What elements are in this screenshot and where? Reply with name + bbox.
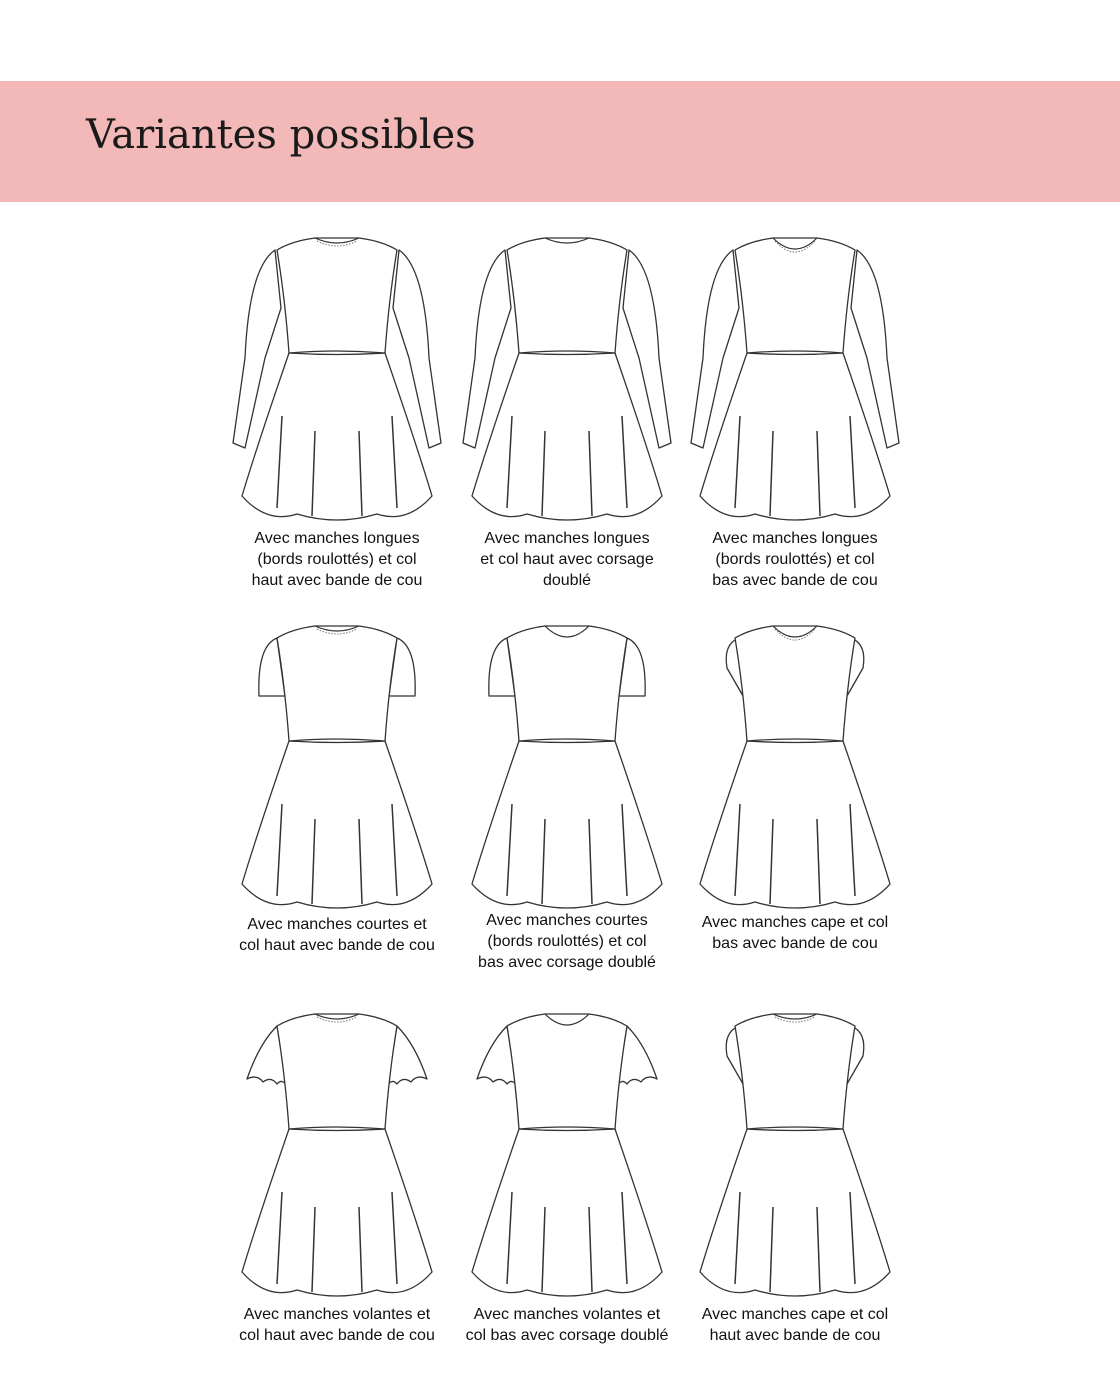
page-title: Variantes possibles: [86, 112, 476, 158]
variant-card: [452, 604, 682, 989]
bodice-shape: [735, 238, 855, 355]
skirt-shape: [472, 353, 662, 520]
page-title-wrap: [86, 112, 476, 158]
variant-caption: Avec manches longues (bords roulottés) et col bas avec bande de cou: [712, 530, 878, 589]
dress-illustration: [222, 604, 452, 914]
bodice-shape: [507, 626, 627, 743]
variant-caption: Avec manches longues et col haut avec corsage doublé: [480, 530, 654, 589]
variant-caption: Avec manches volantes et col bas avec corsage doublé: [465, 1306, 669, 1344]
bodice-shape: [735, 1014, 855, 1131]
variant-caption: Avec manches longues (bords roulottés) et col haut avec bande de cou: [251, 530, 423, 589]
bodice-shape: [507, 1014, 627, 1131]
skirt-shape: [700, 353, 890, 520]
variant-caption: Avec manches cape et col haut avec bande de cou: [701, 1306, 889, 1344]
variant-card: [222, 216, 452, 601]
bodice-shape: [277, 238, 397, 355]
variant-caption: Avec manches cape et col bas avec bande de cou: [701, 914, 889, 952]
variant-caption: Avec manches courtes (bords roulottés) et col bas avec corsage doublé: [478, 912, 656, 971]
variant-card: [452, 216, 682, 601]
dress-illustration: [222, 992, 452, 1302]
dress-illustration: [222, 216, 452, 526]
dress-illustration: [680, 216, 910, 526]
dress-illustration: [452, 216, 682, 526]
skirt-shape: [242, 1129, 432, 1296]
dress-illustration: [452, 604, 682, 914]
bodice-shape: [277, 626, 397, 743]
variant-card: [222, 604, 452, 989]
skirt-shape: [700, 741, 890, 908]
variants-grid: [222, 216, 912, 1356]
variant-card: [222, 992, 452, 1377]
variant-card: [680, 992, 910, 1377]
bodice-shape: [735, 626, 855, 743]
skirt-shape: [242, 353, 432, 520]
dress-illustration: [452, 992, 682, 1302]
dress-illustration: [680, 992, 910, 1302]
variant-card: [680, 216, 910, 601]
skirt-shape: [242, 741, 432, 908]
variant-card: [452, 992, 682, 1377]
skirt-shape: [472, 741, 662, 908]
variant-caption: Avec manches courtes et col haut avec bande de cou: [239, 916, 435, 954]
dress-illustration: [680, 604, 910, 914]
variant-caption: Avec manches volantes et col haut avec bande de cou: [239, 1306, 435, 1344]
variant-card: [680, 604, 910, 989]
bodice-shape: [507, 238, 627, 355]
skirt-shape: [700, 1129, 890, 1296]
skirt-shape: [472, 1129, 662, 1296]
bodice-shape: [277, 1014, 397, 1131]
